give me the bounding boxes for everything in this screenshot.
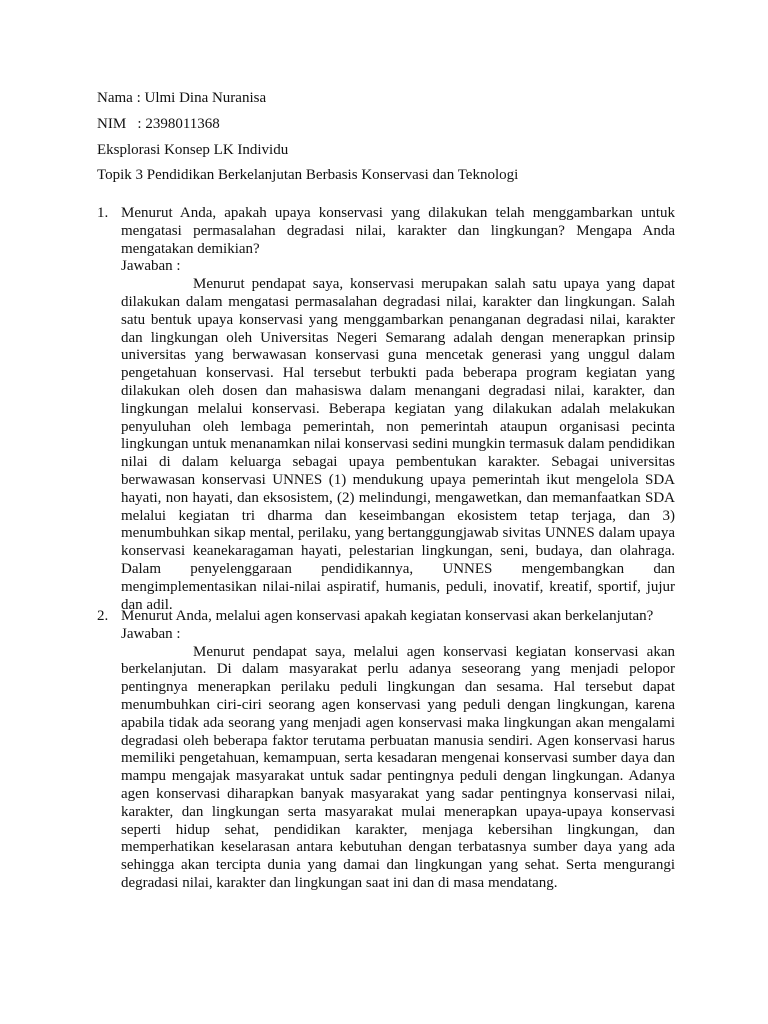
question-2-text: Menurut Anda, melalui agen konservasi apakah kegiatan konservasi akan berkelanjutan? [121,608,654,624]
answer-1-label: Jawaban : [121,258,181,275]
answer-1-text: Menurut pendapat saya, konservasi merupakan salah satu upaya yang dapat dilakukan dalam mengatasi permasalahan degradasi nilai, karakter dan lingkungan. Salah satu bentuk upaya konservasi yang menggambarkan penanganan degradasi nilai, karakter dan lingkungan oleh Universitas Negeri Semarang adalah dengan menerapkan prinsip universitas yang berwawasan konservasi guna mencetak generasi yang unggul dalam pengetahuan konservasi. Hal tersebut terbukti pada beberapa program kegiatan yang dilakukan oleh dosen dan mahasiswa dalam menangani degradasi nilai, karakter, dan lingkungan melalui konservasi. Beberapa kegiatan yang dilakukan adalah melakukan penyuluhan oleh lembaga pemerintah, non pemerintah ataupun organisasi pecinta lingkungan untuk menanamkan nilai konservasi sedini mungkin termasuk dalam pendidikan nilai di dalam keluarga sebagai upaya pembentukan karakter. Sebagai universitas berwawasan konservasi UNNES (1) mendukung upaya pemerintah ikut mengelola SDA hayati, non hayati, dan eksosistem, (2) melindungi, mengawetkan, dan memanfaatkan SDA melalui kegiatan tri dharma dan keseimbangan ekosistem tetap terjaga, dan 3) menumbuhkan sikap mental, perilaku, yang bertanggungjawab sivitas UNNES dalam upaya konservasi keanekaragaman hayati, pelestarian lingkungan, seni, budaya, dan olahraga. Dalam penyelenggaraan pendidikannya, UNNES mengembangkan dan mengimplementasikan nilai-nilai aspiratif, humanis, peduli, inovatif, kreatif, sportif, jujur dan adil. [121,276,675,613]
question-1 [97,205,675,614]
topic-title: Topik 3 Pendidikan Berkelanjutan Berbasis Konservasi dan Teknologi [97,167,519,183]
question-2 [97,608,675,893]
question-1-number: 1. [97,205,109,221]
question-1-text: Menurut Anda, apakah upaya konservasi yang dilakukan telah menggambarkan untuk mengatasi permasalahan degradasi nilai, karakter dan lingkungan? Mengapa Anda mengatakan demikian? [121,205,675,257]
activity-title: Eksplorasi Konsep LK Individu [97,142,289,158]
question-1-body [121,205,675,614]
question-2-body [121,608,675,893]
answer-2-label: Jawaban : [121,625,181,642]
question-2-number: 2. [97,608,109,624]
student-name: Nama : Ulmi Dina Nuranisa [97,90,267,106]
student-nim: NIM : 2398011368 [97,116,220,132]
answer-2-text: Menurut pendapat saya, melalui agen konservasi kegiatan konservasi akan berkelanjutan. Di dalam masyarakat perlu adanya seseorang yang menjadi pelopor pentingnya menerapkan perilaku peduli lingkungan dan sesama. Hal tersebut dapat menumbuhkan ciri-ciri seorang agen konservasi yang peduli dengan lingkungan, karena apabila tidak ada seorang yang menjadi agen konservasi maka lingkungan akan mengalami degradasi oleh beberapa faktor terutama perbuatan manusia sendiri. Agen konservasi harus memiliki pengetahuan, kemampuan, serta kesadaran mengenai konservasi sumber daya dan mampu mengajak masyarakat untuk sadar pentingnya peduli dengan lingkungan. Adanya agen konservasi diharapkan banyak masyarakat yang sadar pentingnya konservasi nilai, karakter, dan lingkungan serta masyarakat mulai menerapkan upaya-upaya konservasi seperti hidup sehat, pendidikan karakter, menjaga kebersihan lingkungan, dan memperhatikan keselarasan antara kebutuhan dengan terbatasnya sumber daya yang ada sehingga akan tercipta dunia yang damai dan lingkungan yang sehat. Serta mengurangi degradasi nilai, karakter dan lingkungan saat ini dan di masa mendatang. [121,643,675,891]
